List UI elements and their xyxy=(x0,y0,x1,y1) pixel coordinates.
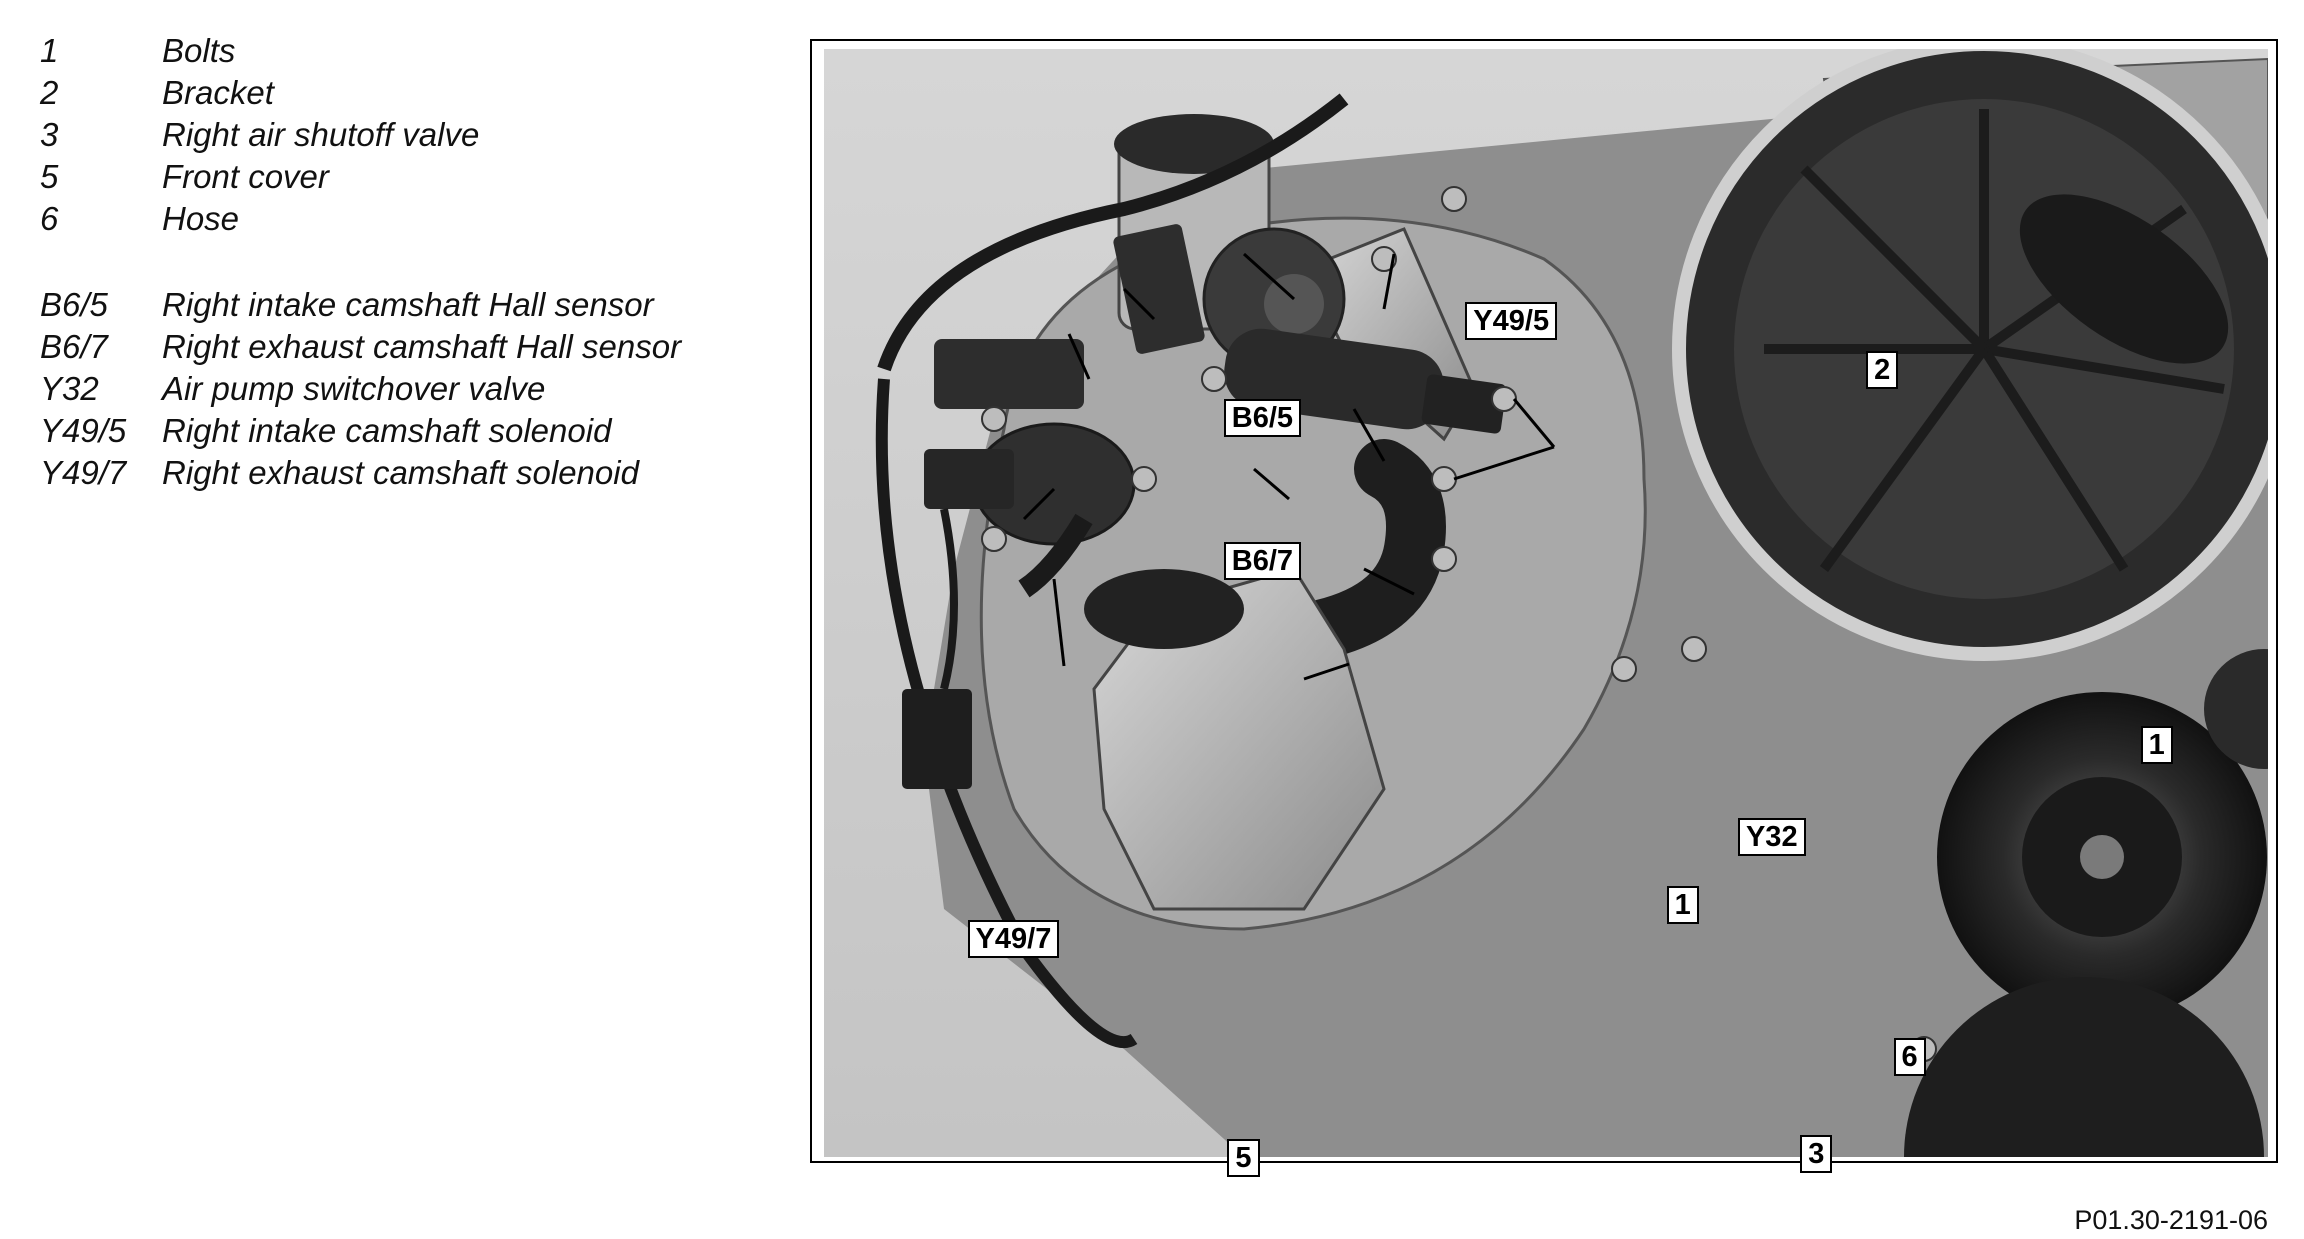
legend-code: 6 xyxy=(40,200,59,237)
callout-y32: Y32 xyxy=(1738,818,1806,856)
exhaust-solenoid-connector xyxy=(924,449,1014,509)
legend-label: Front cover xyxy=(162,158,329,195)
legend-item xyxy=(40,72,681,114)
callout-1-upper: 1 xyxy=(2141,726,2173,764)
legend-code: Y32 xyxy=(40,370,99,407)
legend-code: Y49/5 xyxy=(40,412,127,449)
legend-label: Air pump switchover valve xyxy=(162,370,546,407)
callout-3: 3 xyxy=(1800,1135,1832,1173)
exhaust-hall-sensor xyxy=(934,339,1084,409)
crank-pulley-bolt xyxy=(2080,835,2124,879)
legend-code: B6/5 xyxy=(40,286,108,323)
legend-item xyxy=(40,326,681,368)
legend-code: 2 xyxy=(40,74,59,111)
legend-label: Right intake camshaft Hall sensor xyxy=(162,286,654,323)
legend-code: Y49/7 xyxy=(40,454,127,491)
legend-item xyxy=(40,284,681,326)
callout-5: 5 xyxy=(1227,1139,1259,1177)
legend-item xyxy=(40,410,681,452)
legend-item xyxy=(40,114,681,156)
legend-label: Bracket xyxy=(162,74,274,111)
legend-item xyxy=(40,368,681,410)
legend-spacer xyxy=(40,240,681,284)
legend-code: B6/7 xyxy=(40,328,108,365)
legend-label: Right exhaust camshaft Hall sensor xyxy=(162,328,682,365)
legend-label: Bolts xyxy=(162,32,236,69)
callout-6: 6 xyxy=(1894,1038,1926,1076)
legend-item xyxy=(40,156,681,198)
callout-y49-5: Y49/5 xyxy=(1465,302,1557,340)
intake-solenoid-face xyxy=(1264,274,1324,334)
legend-label: Right air shutoff valve xyxy=(162,116,480,153)
loose-connector xyxy=(902,689,972,789)
legend-item xyxy=(40,452,681,494)
engine-figure xyxy=(810,39,2278,1174)
legend-label: Hose xyxy=(162,200,240,237)
figure-reference: P01.30-2191-06 xyxy=(2074,1205,2268,1235)
callout-b6-7: B6/7 xyxy=(1224,542,1301,580)
air-shutoff-valve-port xyxy=(1084,569,1244,649)
legend-label: Right intake camshaft solenoid xyxy=(162,412,612,449)
legend-item xyxy=(40,198,681,240)
legend-code: 1 xyxy=(40,32,59,69)
callout-1-lower: 1 xyxy=(1667,886,1699,924)
callout-2: 2 xyxy=(1866,351,1898,389)
callout-y49-7: Y49/7 xyxy=(968,920,1060,958)
legend-label: Right exhaust camshaft solenoid xyxy=(162,454,639,491)
legend-code: 3 xyxy=(40,116,59,153)
engine-illustration xyxy=(824,49,2268,1157)
legend xyxy=(40,30,681,494)
callout-b6-5: B6/5 xyxy=(1224,399,1301,437)
legend-code: 5 xyxy=(40,158,59,195)
legend-item xyxy=(40,30,681,72)
